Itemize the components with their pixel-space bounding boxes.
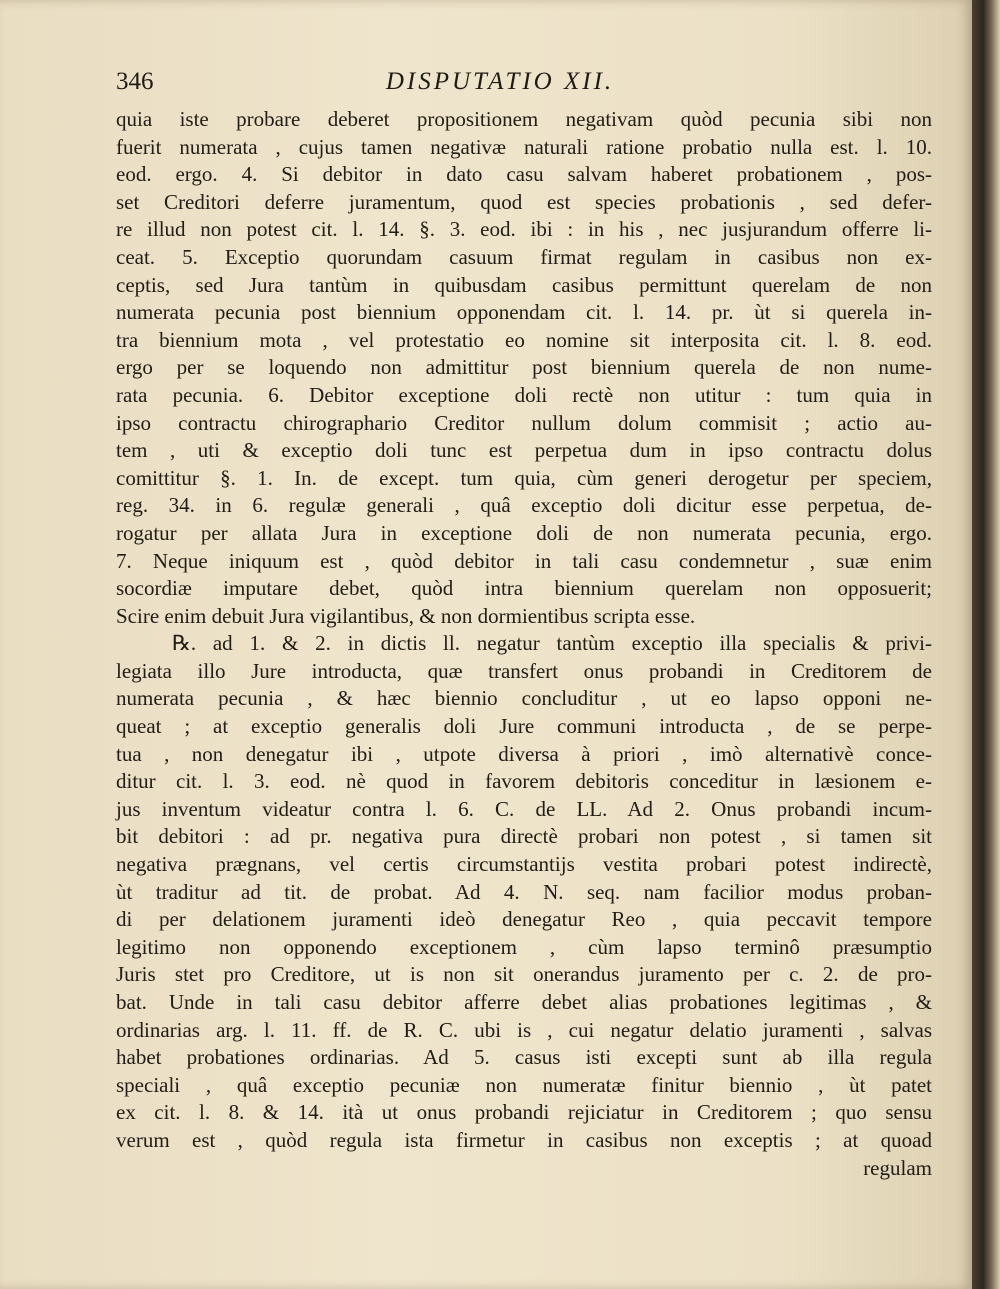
text-line: habet probationes ordinarias. Ad 5. casus isti excepti sunt ab illa regula [116, 1045, 932, 1070]
text-line: ditur cit. l. 3. eod. nè quod in favorem debitoris conceditur in læsionem e- [116, 769, 932, 794]
text-line: bat. Unde in tali casu debitor afferre debet alias probationes legitimas , & [116, 990, 932, 1014]
text-line: rata pecunia. 6. Debitor exceptione doli rectè non utitur : tum quia in [116, 382, 932, 407]
text-line: tra biennium mota , vel protestatio eo nomine sit interposita cit. l. 8. eod. [116, 327, 932, 352]
text-line: comittitur §. 1. In. de except. tum quia, cùm generi derogetur per speciem, [116, 465, 932, 490]
text-line: tem , uti & exceptio doli tunc est perpetua dum in ipso contractu dolus [116, 438, 932, 463]
text-line: reg. 34. in 6. regulæ generali , quâ exceptio doli dicitur esse perpetua, de- [116, 493, 932, 518]
text-line: ℞. ad 1. & 2. in dictis ll. negatur tantùm exceptio illa specialis & privi- [172, 631, 932, 656]
text-line: fuerit numerata , cujus tamen negativæ naturali ratione probatio nulla est. l. 10. [116, 134, 932, 159]
text-line: speciali , quâ exceptio pecuniæ non numeratæ finitur biennio , ùt patet [116, 1072, 932, 1097]
text-line: di per delationem juramenti ideò denegatur Reo , quia peccavit tempore [116, 907, 932, 932]
text-line: set Creditori deferre juramentum, quod est species probationis , sed defer- [116, 189, 932, 214]
running-title: DISPUTATIO XII. [385, 68, 615, 95]
body-text [116, 106, 932, 1182]
text-line: negativa prægnans, vel certis circumstantijs vestita probari potest indirectè, [116, 852, 932, 877]
text-line: ergo per se loquendo non admittitur post biennium querela de non nume- [116, 355, 932, 380]
book-gutter [972, 0, 1000, 1289]
text-line: ceat. 5. Exceptio quorundam casuum firmat regulam in casibus non ex- [116, 244, 932, 269]
text-line: eod. ergo. 4. Si debitor in dato casu salvam haberet probationem , pos- [116, 162, 932, 187]
text-line: legitimo non opponendo exceptionem , cùm lapso terminô præsumptio [116, 934, 932, 959]
text-line: jus inventum videatur contra l. 6. C. de LL. Ad 2. Onus probandi incum- [116, 796, 932, 821]
catchword: regulam [863, 1155, 932, 1180]
text-line: 7. Neque iniquum est , quòd debitor in tali casu condemnetur , suæ enim [116, 548, 932, 573]
page-number: 346 [116, 68, 154, 95]
text-line: numerata pecunia , & hæc biennio concluditur , ut eo lapso opponi ne- [116, 686, 932, 711]
page-header [110, 62, 890, 102]
text-line: Scire enim debuit Jura vigilantibus, & non dormientibus scripta esse. [116, 603, 696, 628]
text-line: quia iste probare deberet propositionem negativam quòd pecunia sibi non [116, 107, 932, 131]
text-line: rogatur per allata Jura in exceptione doli de non numerata pecunia, ergo. [116, 520, 932, 545]
text-line: ordinarias arg. l. 11. ff. de R. C. ubi is , cui negatur delatio juramenti , salvas [116, 1017, 932, 1042]
text-line: queat ; at exceptio generalis doli Jure communi introducta , de se perpe- [116, 714, 932, 739]
text-line: re illud non potest cit. l. 14. §. 3. eod. ibi : in his , nec jusjurandum offerre li- [116, 217, 932, 242]
text-line: bit debitori : ad pr. negativa pura directè probari non potest , si tamen sit [116, 824, 932, 849]
text-line: ex cit. l. 8. & 14. ità ut onus probandi rejiciatur in Creditorem ; quo sensu [116, 1100, 932, 1125]
text-line: legiata illo Jure introducta, quæ transfert onus probandi in Creditorem de [116, 658, 932, 683]
text-line: ùt traditur ad tit. de probat. Ad 4. N. seq. nam facilior modus proban- [116, 879, 932, 904]
text-line: ceptis, sed Jura tantùm in quibusdam casibus permittunt querelam de non [116, 272, 932, 297]
text-line: numerata pecunia post biennium opponendam cit. l. 14. pr. ùt si querela in- [116, 300, 932, 325]
text-line: verum est , quòd regula ista firmetur in casibus non exceptis ; at quoad [116, 1127, 932, 1152]
text-line: tua , non denegatur ibi , utpote diversa à priori , imò alternativè conce- [116, 741, 932, 766]
text-line: ipso contractu chirographario Creditor nullum dolum commisit ; actio au- [116, 410, 932, 435]
text-line: Juris stet pro Creditore, ut is non sit onerandus juramento per c. 2. de pro- [116, 962, 932, 987]
text-line: socordiæ imputare debet, quòd intra biennium querelam non opposuerit; [116, 576, 932, 601]
